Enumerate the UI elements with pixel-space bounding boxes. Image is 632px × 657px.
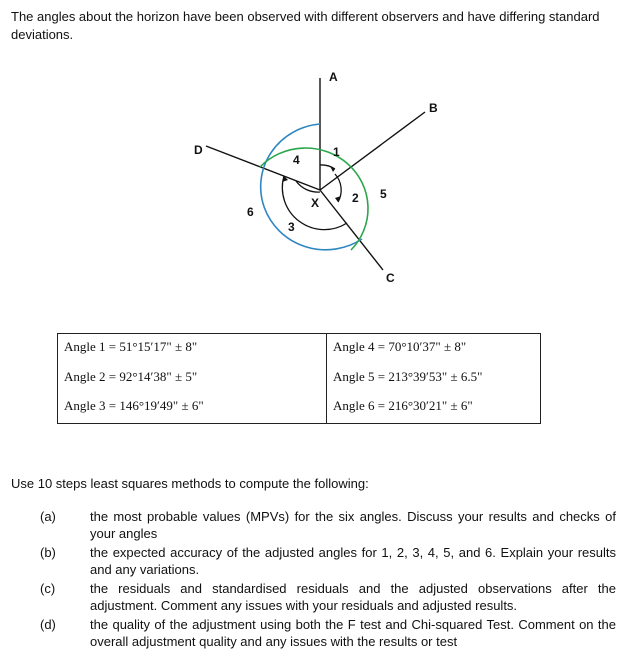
point-d-label: D (194, 143, 203, 157)
angle-1-value: Angle 1 = 51°15′17" ± 8" (64, 339, 198, 354)
point-c-label: C (386, 271, 395, 285)
angle-4-label: 4 (293, 153, 300, 167)
angle-4-value: Angle 4 = 70°10′37" ± 8" (333, 339, 467, 354)
part-b (0, 544, 632, 578)
angle-5-value: Angle 5 = 213°39′53" ± 6.5" (333, 368, 483, 384)
angle-3-label: 3 (288, 220, 295, 234)
part-d-text: the quality of the adjustment using both the F test and Chi-squared Test. Comment on the overall adjustment quality and any issues with the results or test (90, 617, 616, 649)
part-a (0, 508, 632, 542)
part-c-text: the residuals and standardised residuals and the adjusted observations after the adjustment. Comment any issues with your residuals and adjusted results. (90, 581, 616, 613)
task-intro: Use 10 steps least squares methods to compute the following: (11, 476, 369, 491)
part-c-label: (c) (40, 581, 56, 596)
point-x-label: X (311, 196, 320, 210)
angles-right-column (327, 334, 541, 424)
angle-6-value: Angle 6 = 216°30′21" ± 6" (333, 398, 473, 413)
angle-2-value: Angle 2 = 92°14′38" ± 5" (64, 368, 198, 384)
angle-diagram (0, 60, 632, 290)
question-parts (0, 508, 632, 652)
point-b-label: B (429, 101, 438, 115)
angle-6-label: 6 (247, 205, 254, 219)
part-b-label: (b) (40, 545, 56, 560)
angle-3-value: Angle 3 = 146°19′49" ± 6" (64, 398, 204, 413)
part-a-text: the most probable values (MPVs) for the six angles. Discuss your results and checks of your angles (90, 509, 616, 541)
part-c (0, 580, 632, 614)
part-b-text: the expected accuracy of the adjusted angles for 1, 2, 3, 4, 5, and 6. Explain your results and any variations. (90, 545, 616, 577)
angles-left-column (58, 334, 327, 424)
problem-intro: The angles about the horizon have been observed with different observers and have differing standard deviations. (11, 9, 600, 42)
part-d (0, 616, 632, 650)
angles-table (57, 333, 541, 424)
angle-1-label: 1 (333, 145, 340, 159)
point-a-label: A (329, 70, 338, 84)
part-a-label: (a) (40, 509, 56, 524)
part-d-label: (d) (40, 617, 56, 632)
angle-5-label: 5 (380, 187, 387, 201)
angle-2-label: 2 (352, 191, 359, 205)
